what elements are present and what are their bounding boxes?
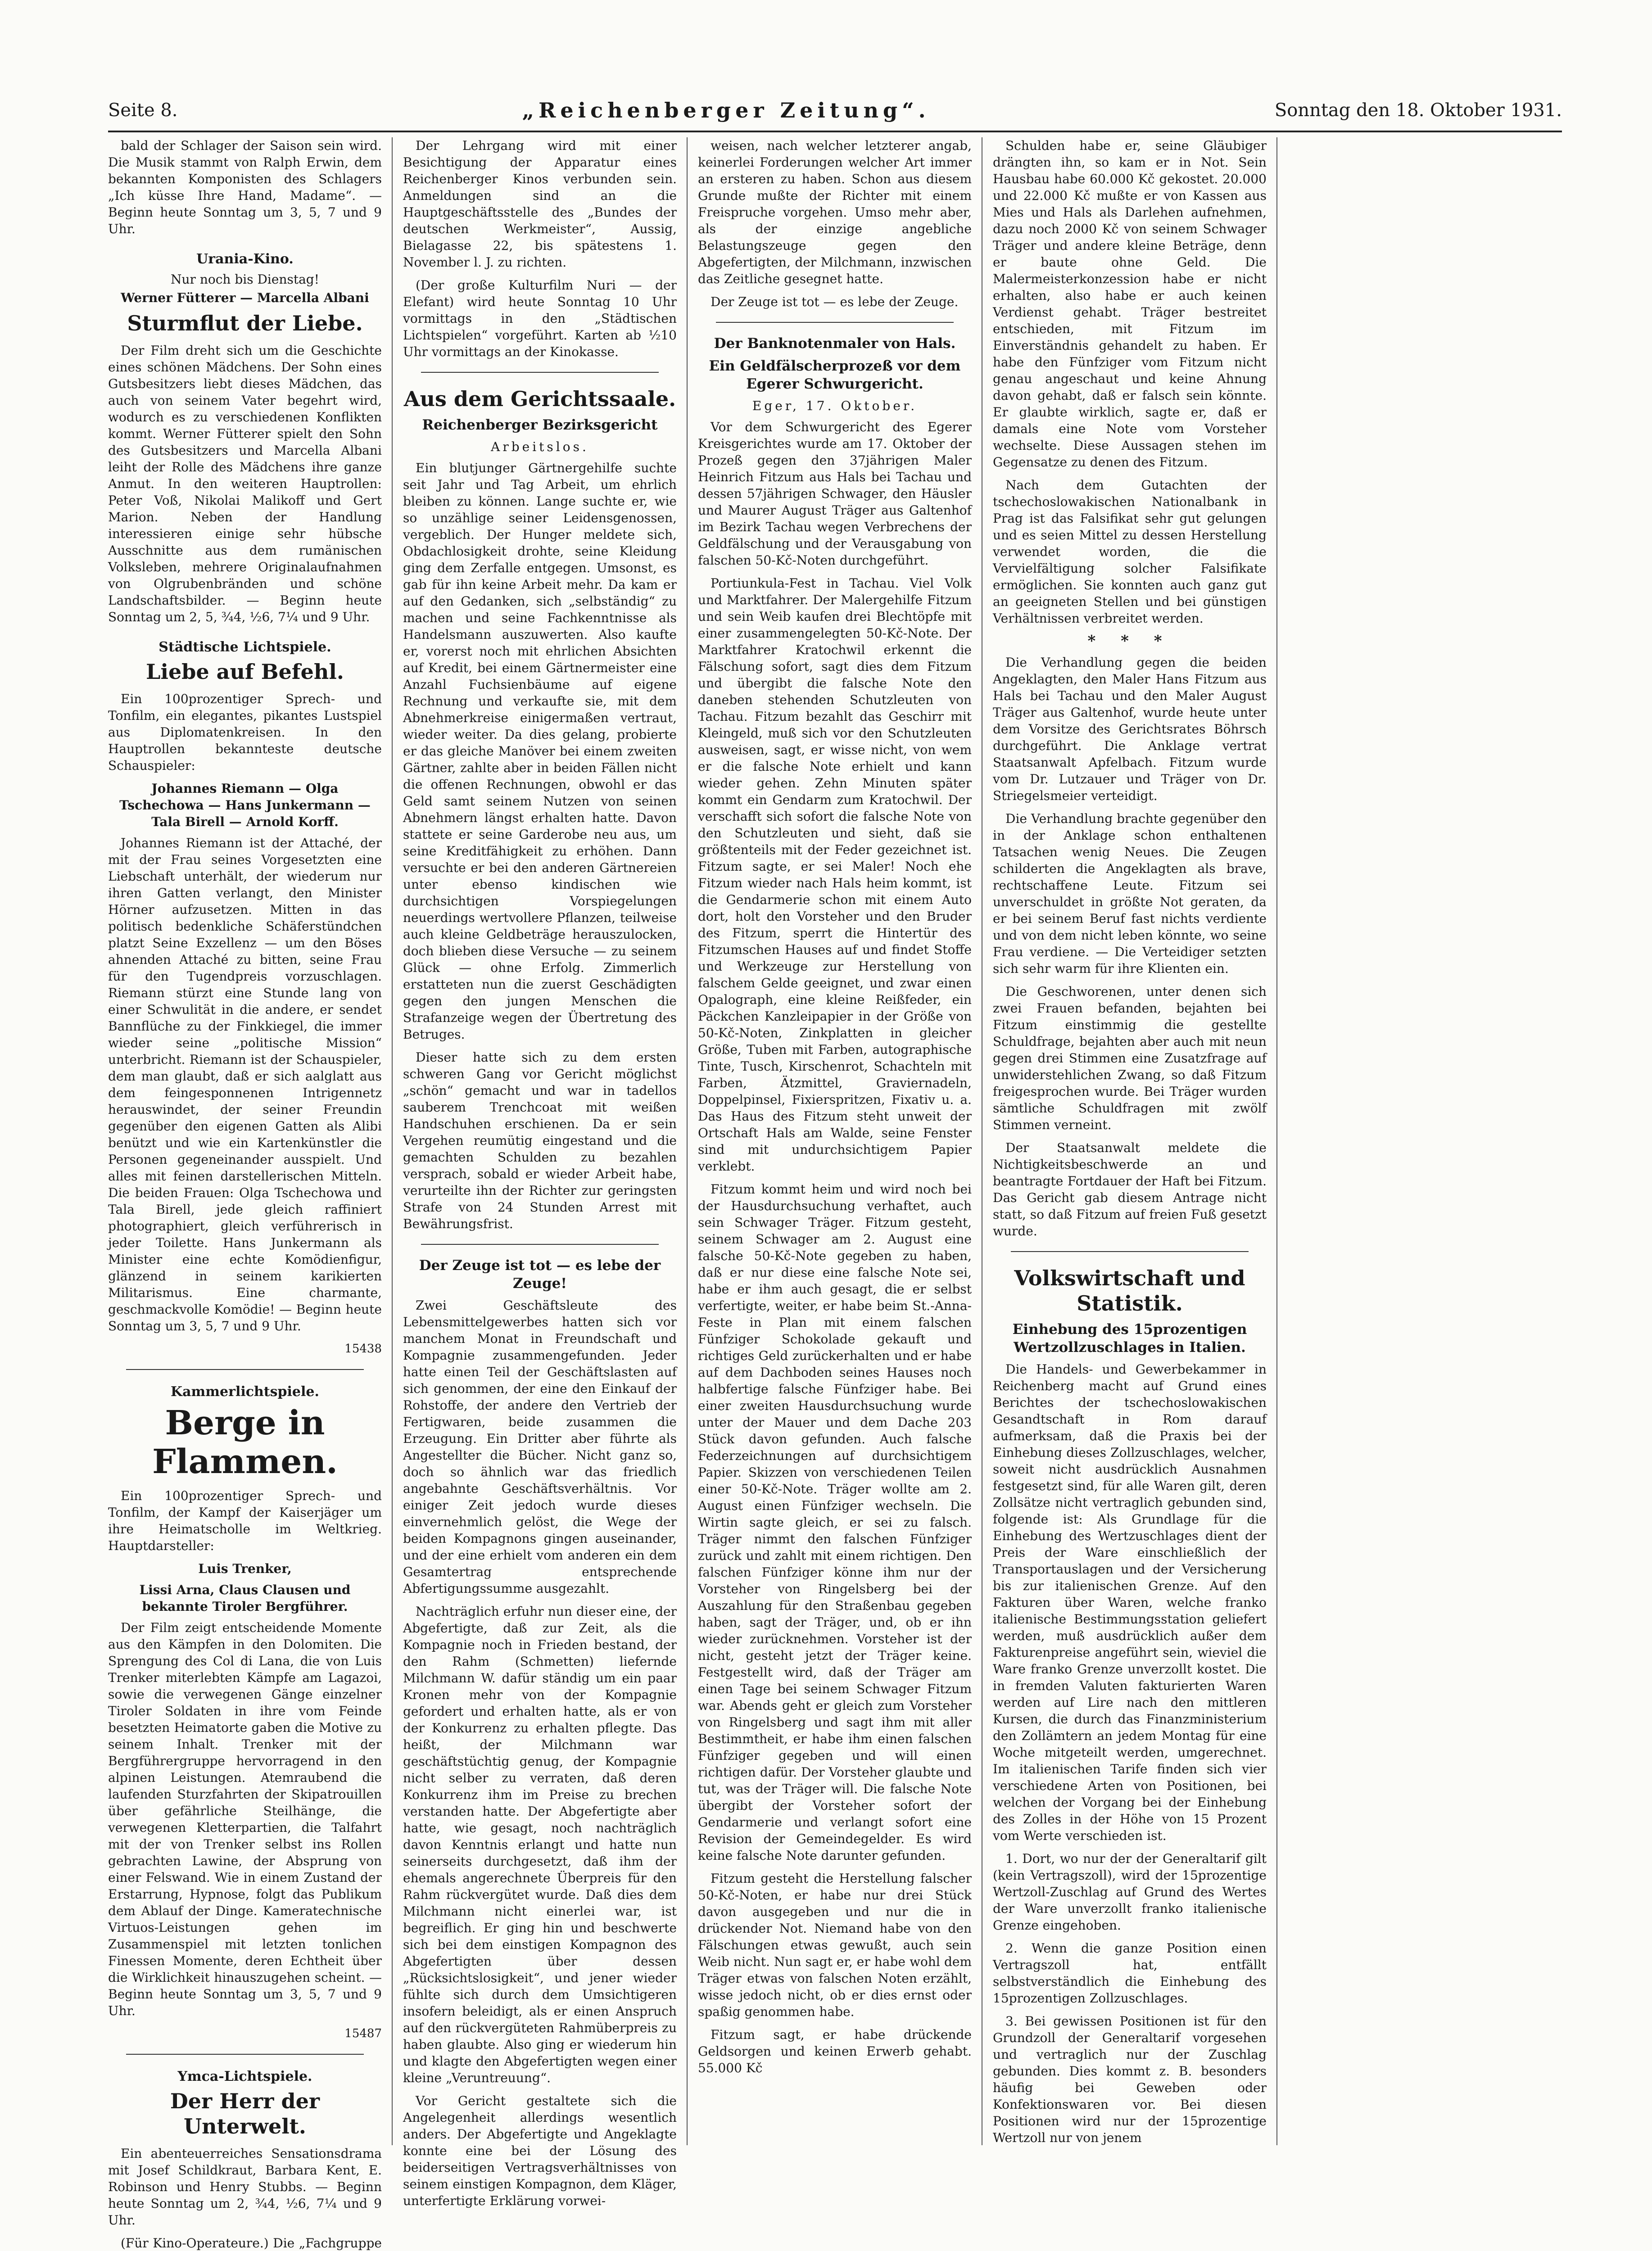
paragraph: Der Film dreht sich um die Geschichte eines schönen Mädchens. Der Sohn eines Gutsbesitzers liebt dieses Mädchen, das auch von seinem Vater begehrt wird, wodurch es zu verschiedenen Konflikten kommt. Werner Fütterer spielt den Sohn des Gutsbesitzers und Marcella Albani leiht der Rolle des Mädchens ihre ganze Anmut. In den weiteren Hauptrollen: Peter Voß, Nikolai Malikoff und Gert Marion. Neben der Handlung interessieren einige sehr hübsche Ausschnitte aus dem rumänischen Volksleben, mehrere Originalaufnahmen von Olgrubenbränden und schöne Landschaftsbilder. — Beginn heute Sonntag um 2, 5, ¾4, ½6, 7¼ und 9 Uhr. [108,343,382,624]
column-divider [392,137,393,2145]
paragraph: 3. Bei gewissen Positionen ist für den Grundzoll der Generaltarif vorgesehen und vertraglich nur der Zuschlag gebunden. Dies kommt z. B. besonders häufig bei Geweben oder Konfektionswaren vor. Bei diesen Positionen wird nur der 15prozentige Wertzoll nur von jenem [993,2014,1267,2145]
column-3 [698,137,972,2154]
headline: Der Herr der Unterwelt. [170,2089,320,2138]
section-heading: Aus dem Gerichtssaale. [403,387,676,411]
paragraph: Vor dem Schwurgericht des Egerer Kreisgerichtes wurde am 17. Oktober der Prozeß gegen den 37jährigen Maler Heinrich Fitzum aus Hals bei Tachau und dessen 57jährigen Schwager, den Häusler und Maurer August Träger aus Galtenhof im Bezirk Tachau wegen Verbrechens der Geldfälschung und der Verausgabung von falschen 50-Kč-Noten durchgeführt. [698,420,972,568]
subheading: Reichenberger Bezirksgericht [422,417,658,433]
paragraph: Die Verhandlung gegen die beiden Angeklagten, den Maler Hans Fitzum aus Hals bei Tachau und den Maler August Träger aus Galtenhof, wurde heute unter dem Vorsitze des Gerichtsrates Böhrsch durchgeführt. Die Anklage vertrat Staatsanwalt Apfelbach. Fitzum wurde vom Dr. Lutzauer und Träger von Dr. Striegelsmeier verteidigt. [993,655,1267,803]
column-divider [687,137,688,2145]
header-rule [108,131,1562,132]
section-kicker: Städtische Lichtspiele. [158,639,331,655]
note-line: Nur noch bis Dienstag! [171,272,319,287]
subheading: Ein Geldfälscherprozeß vor dem Egerer Schwurgericht. [709,358,961,392]
separator-rule [716,322,954,323]
column-4 [993,137,1267,2154]
dateline: Eger, 17. Oktober. [752,398,918,413]
subheading: Einhebung des 15prozentigen Wertzollzuschlages in Italien. [1012,1321,1247,1356]
paragraph: weisen, nach welcher letzterer angab, keinerlei Forderungen welcher Art immer an ersteren zu haben. Schon aus diesem Grunde mußte der Richter mit einem Freispruche vorgehen. Umso mehr aber, als der einzige angebliche Belastungszeuge gegen den Abgefertigten, der Milchmann, inzwischen das Zeitliche gesegnet hatte. [698,138,972,286]
paragraph: Fitzum gesteht die Herstellung falscher 50-Kč-Noten, er habe nur drei Stück davon ausgegeben und nur die in drückender Not. Niemand habe von den Fälschungen etwas gewußt, auch sein Weib nicht. Nun sagt er, er habe wohl dem Träger etwas von falschen Noten erzählt, wisse jedoch nicht, ob er dies ernst oder spaßig genommen habe. [698,1871,972,2019]
paragraph: bald der Schlager der Saison sein wird. Die Musik stammt von Ralph Erwin, dem bekannten Komponisten des Schlagers „Ich küsse Ihre Hand, Madame“. — Beginn heute Sonntag um 3, 5, 7 und 9 Uhr. [108,138,382,236]
separator-rule [421,372,659,373]
article-columns [108,137,1562,2251]
section-kicker: Urania-Kino. [196,251,294,267]
paragraph: Die Geschworenen, unter denen sich zwei Frauen befanden, bejahten bei Fitzum einstimmig die gestellte Schuldfrage, bejahten aber auch mit neun gegen drei Stimmen eine Zusatzfrage auf unwiderstehlichen Zwang, so daß Fitzum freigesprochen wurde. Bei Träger wurden sämtliche Schuldfragen mit zwölf Stimmen verneint. [993,984,1267,1132]
separator-rule [126,2054,364,2055]
paragraph: Vor Gericht gestaltete sich die Angelegenheit allerdings wesentlich anders. Der Abgefertigte und Angeklagte konnte eine bei der Lösung des beiderseitigen Vertragsverhältnisses von seinem einstigen Kompagnon, dem Kläger, unterfertigte Erklärung vorwei- [403,2093,677,2208]
paragraph: Der Zeuge ist tot — es lebe der Zeuge. [711,294,959,309]
paragraph: Fitzum sagt, er habe drückende Geldsorgen und keinen Erwerb gehabt. 55.000 Kč [698,2027,972,2075]
paragraph: Ein blutjunger Gärtnergehilfe suchte seit Jahr und Tag Arbeit, um ehrlich bleiben zu können. Lange suchte er, wie so unzählige seiner Leidensgenossen, vergeblich. Der Hunger meldete sich, Obdachlosigkeit drohte, seine Kleidung ging dem Zerfalle entgegen. Umsonst, es gab für ihn keine Arbeit mehr. Da kam er auf den Gedanken, sich „selbständig“ zu machen und seine Fachkenntnisse als Handelsmann auszuwerten. Also kaufte er, vorerst noch mit ehrlichen Absichten auf Kredit, bei einem Gärtnermeister eine Anzahl Fuchsienbäume auf eigene Rechnung und verkaufte sie, mit dem Abnehmerkreise einigermaßen vertraut, wieder weiter. Da dies gelang, probierte er das gleiche Manöver bei einem zweiten Gärtner, zahlte aber in beiden Fällen nicht die offenen Rechnungen, obwohl er das Geld samt seinem Nutzen von seinen Abnehmern längst erhalten hatte. Davon stattete er seine Garderobe neu aus, um seine Kreditfähigkeit zu erhöhen. Dann versuchte er bei den anderen Gärtnereien unter ebenso kindischen wie durchsichtigen Vorspiegelungen neuerdings wertvollere Pflanzen, teilweise auch kleine Geldbeträge herauszulocken, doch blieben diese Versuche — zu seinem Glück — ohne Erfolg. Zimmerlich erstatteten nun die zuerst Geschädigten gegen den jungen Menschen die Strafanzeige wegen der Übertretung des Betruges. [403,461,677,1042]
reference-number: 15438 [344,1342,382,1356]
headline: Sturmflut der Liebe. [127,311,363,335]
page-number: Seite 8. [108,100,178,121]
cast-line: Lissi Arna, Claus Clausen und bekannte Tiroler Bergführer. [139,1582,351,1614]
paragraph: Nachträglich erfuhr nun dieser eine, der Abgefertigte, daß zur Zeit, als die Kompagnie noch in Frieden bestand, der den Rahm (Schmetten) liefernde Milchmann W. dafür ständig um ein paar Kronen mehr von der Kompagnie gefordert und erhalten hatte, als er von der Konkurrenz zu erhalten pflegte. Das heißt, der Milchmann war geschäftstüchtig genug, der Kompagnie nicht selber zu verraten, daß deren Konkurrenz ihm im Preise zu brechen verstanden hatte. Der Abgefertigte aber hatte, wie gesagt, noch nachträglich davon Kenntnis erlangt und hatte nun seinerseits durchgesetzt, daß ihm der ehemals angerechnete Überpreis für den Rahm rückvergütet wurde. Daß dies dem Milchmann nicht einerlei war, ist begreiflich. Er ging hin und beschwerte sich bei dem einstigen Kompagnon des Abgefertigten über dessen „Rücksichtslosigkeit“, und jener wieder fühlte sich durch dem Umsichtigeren insofern beleidigt, als er einen Anspruch auf den rückvergüteten Rahmüberpreis zu haben glaubte. Also ging er wiederum hin und klagte den Abgefertigten wegen einer kleine „Veruntreuung“. [403,1604,677,2085]
cast-line: Johannes Riemann — Olga Tschechowa — Hans Junkermann — Tala Birell — Arnold Korff. [119,781,371,829]
separator-rule [421,1244,659,1245]
cast-line: Luis Trenker, [198,1561,292,1576]
column-1 [108,137,382,2251]
section-heading: Volkswirtschaft und Statistik. [1014,1266,1245,1315]
page-header [108,95,1562,126]
section-kicker: Kammerlichtspiele. [171,1384,319,1400]
newspaper-title: „Reichenberger Zeitung“. [522,98,930,122]
issue-date: Sonntag den 18. Oktober 1931. [1274,100,1562,121]
dateline: Arbeitslos. [491,439,589,454]
paragraph: Ein abenteuerreiches Sensationsdrama mit Josef Schildkraut, Barbara Kent, E. Robinson und Henry Stubbs. — Beginn heute Sonntag um 2, ¾4, ½6, 7¼ und 9 Uhr. [108,2146,382,2228]
paragraph: Der Staatsanwalt meldete die Nichtigkeitsbeschwerde an und beantragte Fortdauer der Haft bei Fitzum. Das Gericht gab diesem Antrage nicht statt, so daß Fitzum auf freien Fuß gesetzt wurde. [993,1140,1267,1239]
paragraph: (Der große Kulturfilm Nuri — der Elefant) wird heute Sonntag 10 Uhr vormittags in den „Städtischen Lichtspielen“ vorgeführt. Karten ab ½10 Uhr vormittags an der Kinokasse. [403,278,677,359]
paragraph: 2. Wenn die ganze Position einen Vertragszoll hat, entfällt selbstverständlich die Einhebung des 15prozentigen Zollzuschlages. [993,1941,1267,2006]
paragraph: Ein 100prozentiger Sprech- und Tonfilm, ein elegantes, pikantes Lustspiel aus Diplomatenkreisen. In den Hauptrollen bekannteste deutsche Schauspieler: [108,692,382,773]
subheading: Der Banknotenmaler von Hals. [714,335,956,352]
paragraph: (Für Kino-Operateure.) Die „Fachgruppe [121,2236,382,2251]
separator-rule [1011,1251,1249,1252]
paragraph: Die Verhandlung brachte gegenüber den in der Anklage schon enthaltenen Tatsachen wenig Neues. Die Zeugen schilderten die Angeklagten als brave, rechtschaffene Leute. Fitzum sei unverschuldet in größte Not geraten, da er bei seinem Beruf fast nichts verdiente und von dem nicht leben könnte, wo seine Frau verdiene. — Die Verteidiger setzten sich sehr warm für ihre Klienten ein. [993,811,1267,976]
paragraph: Nach dem Gutachten der tschechoslowakischen Nationalbank in Prag ist das Falsifikat sehr gut gelungen und es seien Mittel zu dessen Herstellung verwendet worden, die die Vervielfältigung solcher Falsifikate ermöglichen. Sie konnten auch ganz gut an geeigneten Stellen und bei günstigen Verhältnissen verbreitet werden. [993,478,1267,626]
section-kicker: Ymca-Lichtspiele. [177,2069,312,2084]
paragraph: Die Handels- und Gewerbekammer in Reichenberg macht auf Grund eines Berichtes der tschechoslowakischen Gesandtschaft in Rom darauf aufmerksam, daß die Praxis bei der Einhebung dieses Zollzuschlages, welcher, soweit nicht ausdrücklich Ausnahmen festgesetzt sind, für alle Waren gilt, deren Zollsätze nicht vertraglich gebunden sind, folgende ist: Als Grundlage für die Einhebung des Wertzuschlages dient der Preis der Ware einschließlich der Transportauslagen und der Versicherung bis zur italienischen Grenze. Auf den Fakturen über Waren, welche franko italienische Bestimmungsstation geliefert werden, muß ausdrücklich außer dem Fakturenpreise angeführt sein, wieviel die Ware franko Grenze unverzollt kostet. Die in fremden Valuten fakturierten Waren werden auf Lire nach den mittleren Kursen, die durch das Finanzministerium den Zollämtern an jedem Montag für eine Woche mitgeteilt werden, umgerechnet. Im italienischen Tarife finden sich vier verschiedene Arten von Positionen, bei welchen der Vorgang bei der Einhebung des Zolles in der Höhe von 15 Prozent vom Werte verschieden ist. [993,1362,1267,1843]
section-stars: * * * [1087,632,1172,650]
paragraph: Ein 100prozentiger Sprech- und Tonfilm, der Kampf der Kaiserjäger um ihre Heimatscholle im Weltkrieg. Hauptdarsteller: [108,1488,382,1553]
paragraph: Johannes Riemann ist der Attaché, der mit der Frau seines Vorgesetzten eine Liebschaft unterhält, der wiederum nur ihren Gatten verlangt, den Minister Hörner aufzusetzen. Mitten in das politisch bedenkliche Schäferstündchen platzt Seine Exzellenz — um den Böses ahnenden Attaché zu bitten, seine Frau für den Tugendpreis vorzuschlagen. Riemann stürzt eine Stunde lang von einer Schwulität in die andere, er sendet Bannflüche zu der Finkkiegel, die immer wieder seine „politische Mission“ unterbricht. Riemann ist der Schauspieler, dem man glaubt, daß er sich aalglatt aus dem feingesponnenen Intrigennetz herauswindet, der seiner Freundin gegenüber den eigenen Gatten als Alibi benützt und wie ein Kartenkünstler die Personen gegeneinander ausspielt. Und alles mit feinen darstellerischen Mitteln. Die beiden Frauen: Olga Tschechowa und Tala Birell, jede gleich raffiniert photographiert, gleich verführerisch in jeder Toilette. Hans Junkermann als Minister eine echte Komödienfigur, glänzend in seinem karikierten Militarismus. Eine charmante, geschmackvolle Komödie! — Beginn heute Sonntag um 3, 5, 7 und 9 Uhr. [108,836,382,1333]
paragraph: Zwei Geschäftsleute des Lebensmittelgewerbes hatten sich vor manchem Monat in Freundschaft und Kompagnie zusammengefunden. Jeder hatte einen Teil der Geschäftslasten auf sich genommen, der eine den Einkauf der Rohstoffe, der andere den Vertrieb der Fertigwaren, beide zusammen die Erzeugung. Ein Dritter aber führte als Angestellter die Bücher. Nicht ganz so, doch so ähnlich war das friedlich angebahnte Geschäftsverhältnis. Vor einiger Zeit jedoch wurde dieses einvernehmlich gelöst, die Wege der beiden Kompagnons gingen auseinander, und der eine erhielt vom anderen ein dem Gesamtertrag entsprechende Abfertigungssumme ausgezahlt. [403,1298,677,1596]
paragraph: Fitzum kommt heim und wird noch bei der Hausdurchsuchung verhaftet, auch sein Schwager Träger. Fitzum gesteht, seinem Schwager am 2. August eine falsche 50-Kč-Note gegeben zu haben, daß er nur diese eine falsche Note sei, habe er ihm auch gesagt, die er selbst verfertigte, weiter, er habe beim St.-Anna-Feste in Plan mit einem falschen Fünfziger Schokolade gekauft und richtiges Geld zurückerhalten und er habe auf dem Dachboden seines Hauses noch halbfertige falsche Fünfziger habe. Bei einer zweiten Hausdurchsuchung wurde unter der Mauer und dem Dache 203 Stück davon gefunden. Auch falsche Federzeichnungen auf durchsichtigem Papier. Skizzen von verschiedenen Teilen einer 50-Kč-Note. Träger wollte am 2. August einen Fünfziger wechseln. Die Wirtin sagte gleich, er sei zu falsch. Träger nimmt den falschen Fünfziger zurück und zahlt mit einem richtigen. Den falschen Fünfziger könne ihm nur der Vorsteher von Ringelsberg bei der Auszahlung für den Straßenbau gegeben haben, sagt der Träger, und, ob er ihn wieder zurücknehmen. Vorsteher ist der nicht, gesteht jetzt der Träger keine. Festgestellt wird, daß der Träger am einen Tage bei seinem Schwager Fitzum war. Abends geht er gleich zum Vorsteher von Ringelsberg und sagt ihm mit aller Bestimmtheit, er habe ihm einen falschen Fünfziger gegeben und will einen richtigen dafür. Der Vorsteher glaubte und tut, was der Träger will. Die falsche Note übergibt der Vorsteher sofort der Gendarmerie und verlangt sofort eine Revision der Gemeindegelder. Es wird keine falsche Note darunter gefunden. [698,1182,972,1863]
cast-line: Werner Fütterer — Marcella Albani [121,290,369,305]
separator-rule [126,1369,364,1370]
paragraph: Schulden habe er, seine Gläubiger drängten ihn, so kam er in Not. Sein Hausbau habe 60.000 Kč gekostet. 20.000 und 22.000 Kč mußte er von Kassen aus Mies und Hals als Darlehen aufnehmen, dazu noch 2000 Kč von seinem Schwager Träger und andere kleine Beträge, denn er baute ohne Geld. Die Malermeisterkonzession habe er nicht erhalten, also habe er auch keinen Verdienst gehabt. Träger bestreitet entschieden, mit Fitzum im Einverständnis gehandelt zu haben. Er habe den Fünfziger vom Fitzum nicht genau angeschaut und keine Ahnung davon gehabt, daß er falsch sein könnte. Er glaubte wirklich, sagte er, daß er damals eine Note vom Vorsteher wechselte. Diese Aussagen stehen im Gegensatze zu denen des Fitzum. [993,138,1267,470]
paragraph: Der Film zeigt entscheidende Momente aus den Kämpfen in den Dolomiten. Die Sprengung des Col di Lana, die von Luis Trenker miterlebten Kämpfe am Lagazoi, sowie die verwegenen Gänge einzelner Tiroler Soldaten in ihre vom Feinde besetzten Heimatorte gaben die Motive zu seinem Inhalt. Trenker mit der Bergführergruppe hervorragend in den alpinen Leistungen. Atemraubend die laufenden Sturzfahrten der Skipatrouillen über gefährliche Steilhänge, die verwegenen Kletterpartien, die Talfahrt mit der von Trenker selbst ins Rollen gebrachten Lawine, der Absprung von einer Felswand. Wie in einem Zustand der Erstarrung, Hypnose, folgt das Publikum dem Ablauf der Dinge. Kameratechnische Virtuos-Leistungen gehen im Zusammenspiel mit letzten tonlichen Finessen Momente, deren Echtheit über die Wirklichkeit hinauszugehen scheint. — Beginn heute Sonntag um 3, 5, 7 und 9 Uhr. [108,1620,382,2018]
column-2 [403,137,677,2208]
paragraph: Dieser hatte sich zu dem ersten schweren Gang vor Gericht möglichst „schön“ gemacht und war in tadellos sauberem Trenchcoat mit weißen Handschuhen erschienen. Da er sein Vergehen reumütig eingestand und die gemachten Schulden zu bezahlen versprach, sobald er wieder Arbeit habe, verurteilte ihn der Richter zur geringsten Strafe von 24 Stunden Arrest mit Bewährungsfrist. [403,1050,677,1231]
reference-number: 15487 [344,2027,382,2040]
paragraph: Portiunkula-Fest in Tachau. Viel Volk und Marktfahrer. Der Malergehilfe Fitzum und sein Weib kaufen drei Blechtöpfe mit einer zusammengelegten 50-Kč-Note. Der Marktfahrer Kratochwil erkennt die Fälschung sofort, sagt dies dem Fitzum und übergibt die falsche Note den daneben stehenden Schutzleuten von Tachau. Fitzum bezahlt das Geschirr mit Kleingeld, muß sich vor den Schutzleuten ausweisen, sagt, er wisse nicht, von wem er die falsche Note erhielt und kann wieder gehen. Zehn Minuten später kommt ein Gendarm zum Kratochwil. Der verschafft sich sofort die falsche Note von den Schutzleuten und sieht, daß sie größtenteils mit der Feder gezeichnet ist. Fitzum sagte, er sei Maler! Noch ehe Fitzum wieder nach Hals heim kommt, ist die Gendarmerie schon mit einem Auto dort, holt den Vorsteher und den Bruder des Fitzum, sperrt die Hintertür des Fitzumschen Hauses auf und findet Stoffe und Werkzeuge zur Herstellung von falschem Gelde geeignet, und zwar einen Opalograph, eine kleine Reißfeder, ein Päckchen Kanzleipapier in der Größe von 50-Kč-Noten, Zinkplatten in gleicher Größe, Tuben mit Farben, autographische Tinte, Tusch, Kirschenrot, Schachteln mit Farben, Ätzmittel, Graviernadeln, Doppelpinsel, Fixierspritzen, Fixativ u. a. Das Haus des Fitzum steht unweit der Ortschaft Hals am Walde, seine Fenster sind mit undurchsichtigem Papier verklebt. [698,576,972,1174]
paragraph: Der Lehrgang wird mit einer Besichtigung der Apparatur eines Reichenberger Kinos verbunden sein. Anmeldungen sind an die Hauptgeschäftsstelle des „Bundes der deutschen Werkmeister“, Aussig, Bielagasse 22, bis spätestens 1. November l. J. zu richten. [403,138,677,270]
paragraph: 1. Dort, wo nur der der Generaltarif gilt (kein Vertragszoll), wird der 15prozentige Wertzoll-Zuschlag auf Grund des Wertes der Ware unverzollt franko italienische Grenze eingehoben. [993,1851,1267,1933]
column-divider [1276,137,1277,2145]
headline: Liebe auf Befehl. [146,660,344,684]
headline-large: Berge in Flammen. [152,1404,338,1481]
subheading: Der Zeuge ist tot — es lebe der Zeuge! [419,1257,661,1292]
